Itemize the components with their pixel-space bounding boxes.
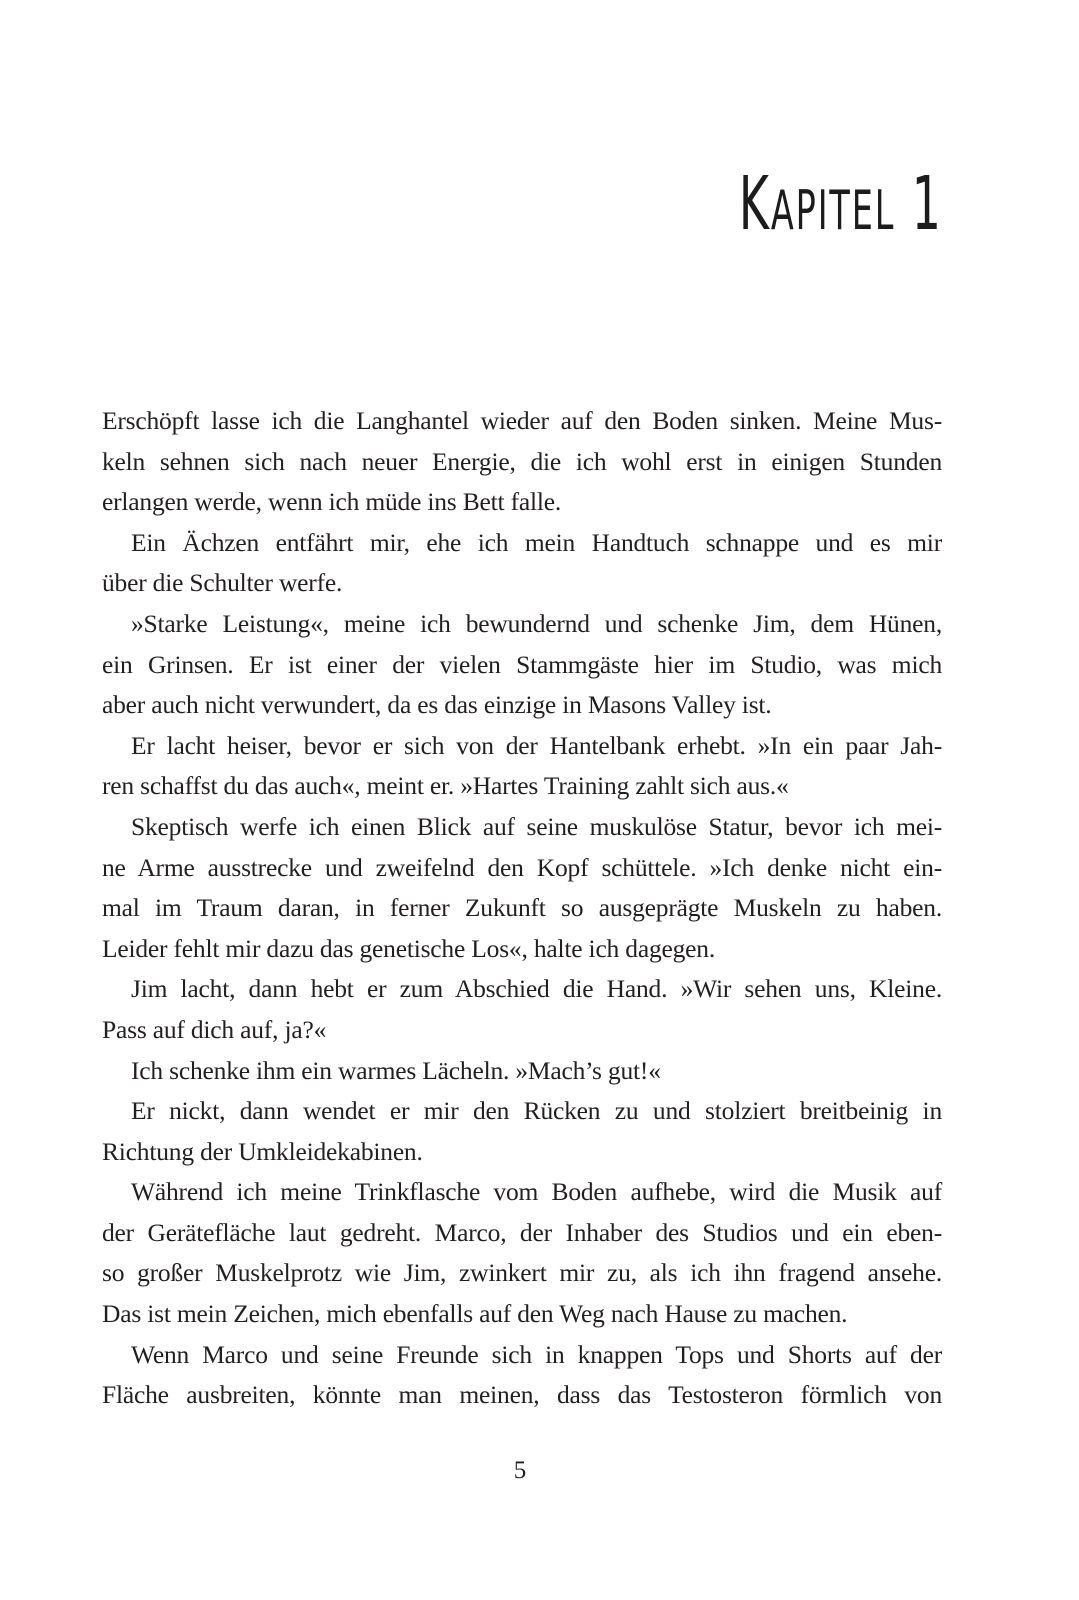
text-line: Er lacht heiser, bevor er sich von der Hantelbank erhebt. »In ein paar Jah- xyxy=(131,730,942,760)
text-line: ren schaffst du das auch«, meint er. »Hartes Training zahlt sich aus.« xyxy=(102,771,789,801)
text-line: der Gerätefläche laut gedreht. Marco, der Inhaber des Studios und ein eben- xyxy=(102,1217,942,1247)
text-line: Leider fehlt mir dazu das genetische Los«, halte ich dagegen. xyxy=(102,933,716,963)
text-line: Pass auf dich auf, ja?« xyxy=(102,1014,327,1044)
text-line: Skeptisch werfe ich einen Blick auf seine muskulöse Statur, bevor ich mei- xyxy=(131,811,942,841)
text-line: Er nickt, dann wendet er mir den Rücken zu und stolziert breitbeinig in xyxy=(131,1096,942,1126)
text-line: über die Schulter werfe. xyxy=(102,568,343,598)
text-line: »Starke Leistung«, meine ich bewundernd und schenke Jim, dem Hünen, xyxy=(131,608,942,638)
chapter-body-text xyxy=(102,401,942,1416)
text-line: Wenn Marco und seine Freunde sich in knappen Tops und Shorts auf der xyxy=(131,1339,942,1369)
page-number: 5 xyxy=(513,1457,527,1484)
chapter-number-value: 1 xyxy=(911,160,943,247)
text-line: mal im Traum daran, in ferner Zukunft so ausgeprägte Muskeln zu haben. xyxy=(102,893,942,923)
chapter-title-initial: K xyxy=(739,160,772,247)
text-line: Richtung der Umkleidekabinen. xyxy=(102,1136,423,1166)
text-line: ne Arme ausstrecke und zweifelnd den Kopf schüttele. »Ich denke nicht ein- xyxy=(102,852,942,882)
text-line: Während ich meine Trinkflasche vom Boden aufhebe, wird die Musik auf xyxy=(131,1177,942,1207)
text-line: Jim lacht, dann hebt er zum Abschied die Hand. »Wir sehen uns, Kleine. xyxy=(131,974,942,1004)
text-line: so großer Muskelprotz wie Jim, zwinkert mir zu, als ich ihn fragend ansehe. xyxy=(102,1258,942,1288)
text-line: keln sehnen sich nach neuer Energie, die ich wohl erst in einigen Stunden xyxy=(102,446,942,476)
text-line: Erschöpft lasse ich die Langhantel wieder auf den Boden sinken. Meine Mus- xyxy=(102,406,942,435)
text-line: ein Grinsen. Er ist einer der vielen Stammgäste hier im Studio, was mich xyxy=(102,649,942,679)
chapter-title xyxy=(739,159,943,256)
chapter-number xyxy=(895,161,911,247)
text-line: aber auch nicht verwundert, da es das einzige in Masons Valley ist. xyxy=(102,690,772,720)
text-line: Fläche ausbreiten, könnte man meinen, dass das Testosteron förmlich von xyxy=(102,1380,942,1410)
text-line: erlangen werde, wenn ich müde ins Bett falle. xyxy=(102,487,562,517)
text-line: Ein Ächzen entfährt mir, ehe ich mein Handtuch schnappe und es mir xyxy=(131,527,942,557)
text-line: Ich schenke ihm ein warmes Lächeln. »Mach’s gut!« xyxy=(131,1055,661,1085)
text-line: Das ist mein Zeichen, mich ebenfalls auf den Weg nach Hause zu machen. xyxy=(102,1299,848,1329)
chapter-title-rest: APITEL xyxy=(771,178,896,242)
